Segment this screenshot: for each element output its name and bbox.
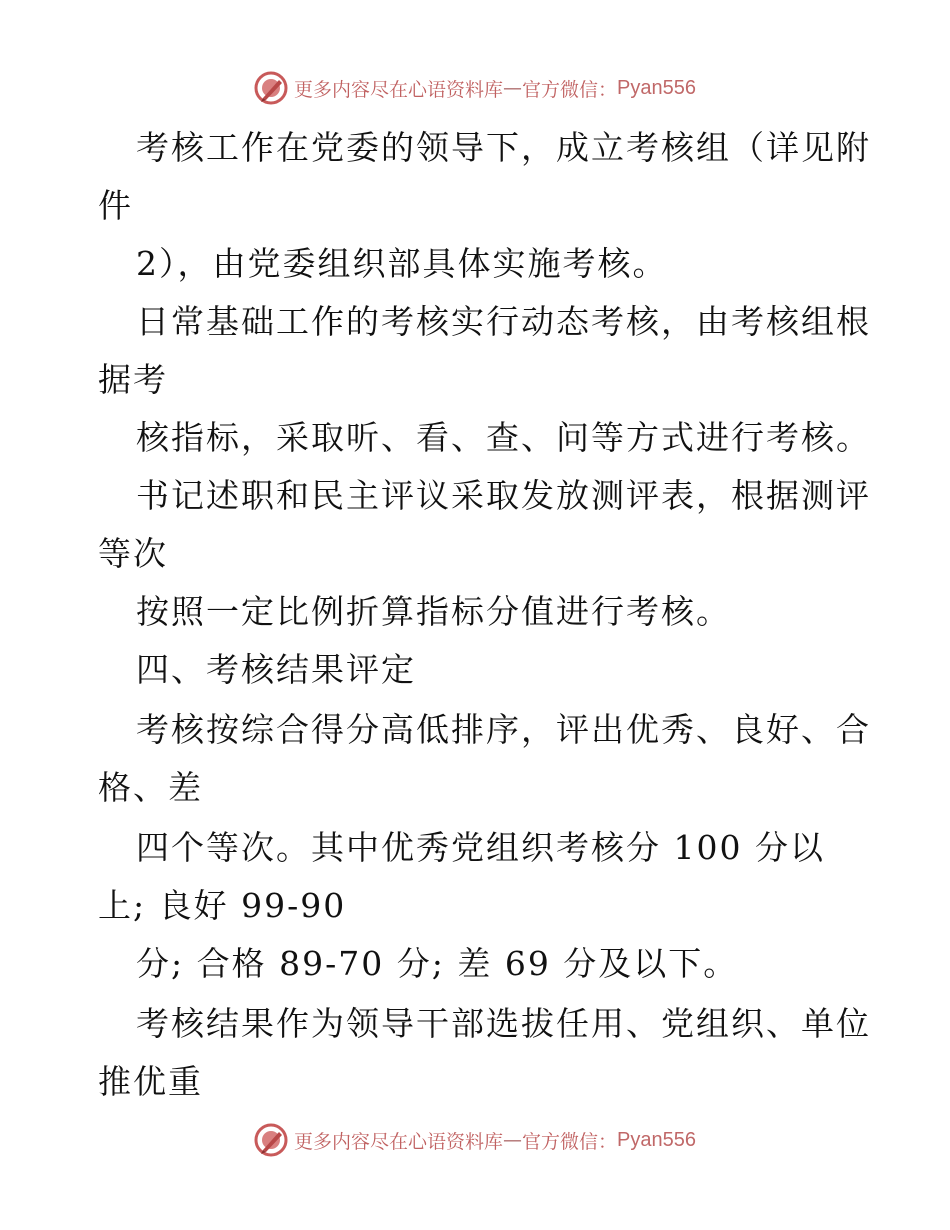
watermark-label: 官方微信：	[522, 78, 618, 101]
body-line: 日常基础工作的考核实行动态考核，由考核组根	[136, 302, 871, 341]
body-line: 格、差	[98, 768, 203, 807]
pen-logo-icon	[254, 71, 288, 105]
watermark-handle: Pyan556	[617, 1128, 696, 1151]
body-line: 据考	[98, 360, 168, 399]
watermark-separator: —	[503, 1129, 523, 1151]
body-line: 四个等次。其中优秀党组织考核分 100 分以	[136, 828, 825, 867]
watermark-separator: —	[503, 77, 523, 99]
header-watermark	[0, 68, 950, 108]
body-line: 书记述职和民主评议采取发放测评表，根据测评	[136, 476, 871, 515]
body-line: 考核工作在党委的领导下，成立考核组（详见附	[136, 128, 871, 167]
body-line: 上; 良好 99-90	[98, 886, 347, 925]
body-line: 推优重	[98, 1062, 203, 1101]
section-heading: 四、考核结果评定	[136, 650, 416, 689]
body-line: 考核结果作为领导干部选拔任用、党组织、单位	[136, 1004, 871, 1043]
body-line: 按照一定比例折算指标分值进行考核。	[136, 592, 731, 631]
watermark-handle: Pyan556	[617, 76, 696, 99]
body-line: 件	[98, 186, 133, 225]
body-line: 分; 合格 89-70 分; 差 69 分及以下。	[136, 944, 739, 983]
body-line: 等次	[98, 534, 168, 573]
footer-watermark	[0, 1120, 950, 1160]
body-line: 2），由党委组织部具体实施考核。	[136, 244, 668, 283]
watermark-label: 官方微信：	[522, 1130, 618, 1153]
watermark-text: 更多内容尽在心语资料库	[294, 78, 504, 101]
watermark-text: 更多内容尽在心语资料库	[294, 1130, 504, 1153]
pen-logo-icon	[254, 1123, 288, 1157]
body-line: 考核按综合得分高低排序，评出优秀、良好、合	[136, 710, 871, 749]
body-line: 核指标，采取听、看、查、问等方式进行考核。	[136, 418, 871, 457]
